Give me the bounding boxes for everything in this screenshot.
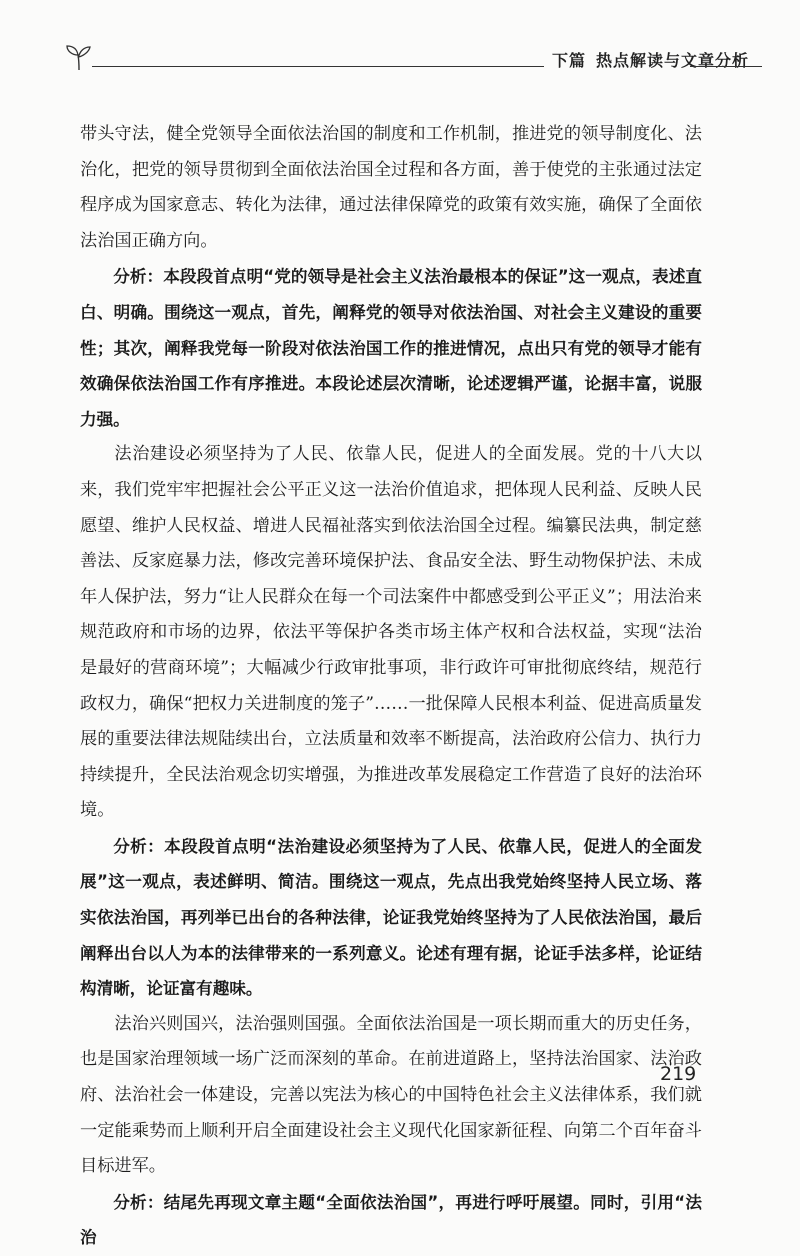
header-rule-left [92, 66, 544, 67]
analysis-paragraph: 分析：本段段首点明“法治建设必须坚持为了人民、依靠人民，促进人的全面发展”这一观点，表述鲜明、简洁。围绕这一观点，先点出我党始终坚持人民立场、落实依法治国，再列举已出台的各种法律，论证我党始终坚持为了人民依法治国，最后阐释出台以人为本的法律带来的一系列意义。论述有理有据，论证手法多样，论证结构清晰，论证富有趣味。 [80, 836, 702, 999]
body-paragraph: 法治兴则国兴，法治强则国强。全面依法治国是一项长期而重大的历史任务，也是国家治理领域一场广泛而深刻的革命。在前进道路上，坚持法治国家、法治政府、法治社会一体建设，完善以宪法为核心的中国特色社会主义法律体系，我们就一定能乘势而上顺利开启全面建设社会主义现代化国家新征程、向第二个百年奋斗目标进军。 [80, 1013, 702, 1177]
page-body [80, 117, 702, 1256]
body-paragraph: 带头守法，健全党领导全面依法治国的制度和工作机制，推进党的领导制度化、法治化，把党的领导贯彻到全面依法治国全过程和各方面，善于使党的主张通过法定程序成为国家意志、转化为法律，通过法律保障党的政策有效实施，确保了全面依法治国正确方向。 [80, 124, 702, 251]
header-section: 下篇 [552, 51, 587, 70]
page-number: 219 [660, 1063, 697, 1085]
page-header [62, 40, 762, 76]
sprout-icon [62, 40, 96, 74]
running-header [552, 48, 749, 71]
header-title: 热点解读与文章分析 [596, 51, 750, 70]
analysis-paragraph: 分析：结尾先再现文章主题“全面依法治国”，再进行呼吁展望。同时，引用“法治 [80, 1192, 702, 1248]
analysis-paragraph: 分析：本段段首点明“党的领导是社会主义法治最根本的保证”这一观点，表述直白、明确。围绕这一观点，首先，阐释党的领导对依法治国、对社会主义建设的重要性；其次，阐释我党每一阶段对依法治国工作的推进情况，点出只有党的领导才能有效确保依法治国工作有序推进。本段论述层次清晰，论述逻辑严谨，论据丰富，说服力强。 [80, 267, 702, 429]
header-rule-right [690, 66, 762, 67]
body-paragraph: 法治建设必须坚持为了人民、依靠人民，促进人的全面发展。党的十八大以来，我们党牢牢把握社会公平正义这一法治价值追求，把体现人民利益、反映人民愿望、维护人民权益、增进人民福祉落实到依法治国全过程。编纂民法典，制定慈善法、反家庭暴力法，修改完善环境保护法、食品安全法、野生动物保护法、未成年人保护法，努力“让人民群众在每一个司法案件中都感受到公平正义”；用法治来规范政府和市场的边界，依法平等保护各类市场主体产权和合法权益，实现“法治是最好的营商环境”；大幅减少行政审批事项，非行政许可审批彻底终结，规范行政权力，确保“把权力关进制度的笼子”……一批保障人民根本利益、促进高质量发展的重要法律法规陆续出台，立法质量和效率不断提高，法治政府公信力、执行力持续提升，全民法治观念切实增强，为推进改革发展稳定工作营造了良好的法治环境。 [80, 444, 702, 821]
